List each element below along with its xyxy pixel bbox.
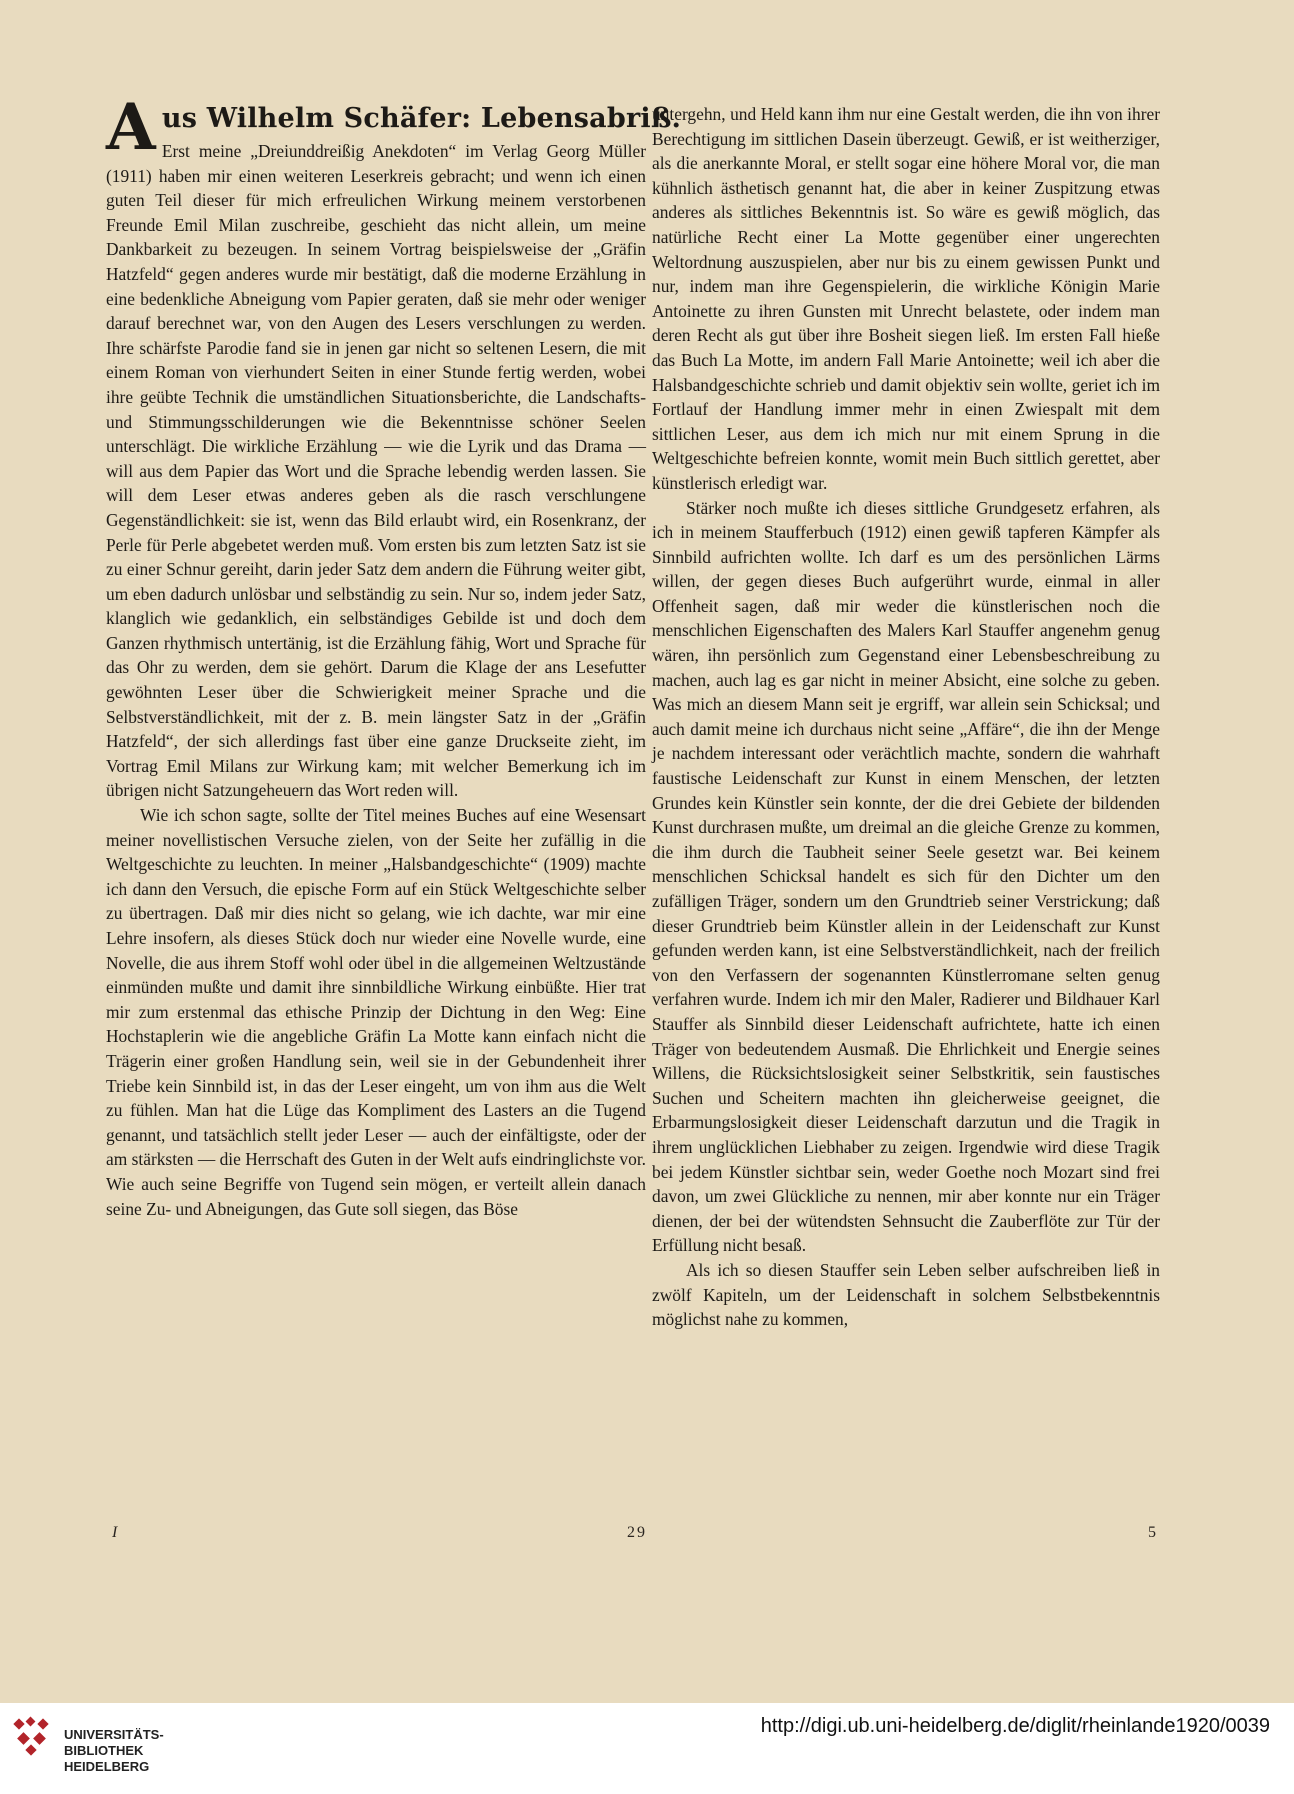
left-column (106, 90, 682, 1221)
right-column (652, 102, 1160, 1332)
signature-mark: I (112, 1524, 118, 1541)
paragraph: untergehn, und Held kann ihm nur eine Gestalt werden, die ihn von ihrer Berechtigung im sittlichen Dasein überzeugt. Gewiß, er ist weitherziger, als die anerkannte Moral, er stellt sogar eine höhere Moral vor, die man kühnlich ästhetisch genannt hat, die aber in keiner Zuspitzung etwas anderes als sittliches Bekenntnis ist. So wäre es gewiß möglich, das natürliche Recht einer La Motte gegenüber einer ungerechten Weltordnung auszuspielen, aber nur bis zu einem gewissen Punkt und nur, indem man ihre Gegenspielerin, die wirkliche Königin Marie Antoinette zu ihren Gunsten mit Unrecht belastete, oder indem man deren Recht als gut über ihre Bosheit siegen ließ. Im ersten Fall hieße das Buch La Motte, im andern Fall Marie Antoinette; weil ich aber die Halsbandgeschichte schrieb und damit objektiv sein wollte, geriet ich im Fortlauf der Handlung immer mehr in einen Zwiespalt mit dem sittlichen Leser, aus dem ich mich nur mit einem Sprung in die Weltgeschichte befreien konnte, womit mein Buch sittlich gerettet, aber künstlerisch erledigt war. (652, 104, 1160, 493)
heading-text: us Wilhelm Schäfer: Lebensabriß. (161, 103, 682, 134)
library-name: UNIVERSITÄTS- BIBLIOTHEK HEIDELBERG (64, 1727, 164, 1774)
sheet-number: 5 (1148, 1524, 1156, 1541)
article-heading (106, 90, 682, 165)
paragraph: Stärker noch mußte ich dieses sittliche Grundgesetz erfahren, als ich in meinem Staufferbuch (1912) einen gewiß tapferen Kämpfer als Sinnbild aufrichten wollte. Ich darf es um des persönlichen Lärms willen, der gegen dieses Buch aufgerührt wurde, einmal in aller Offenheit sagen, daß mir weder die künstlerischen noch die menschlichen Eigenschaften des Malers Karl Stauffer angenehm genug wären, ihn persönlich zum Gegenstand einer Lebensbeschreibung zu machen, auch lag es gar nicht in meiner Absicht, eine solche zu geben. Was mich an diesem Mann seit je ergriff, war allein sein Schicksal; und auch damit meine ich durchaus nicht seine „Affäre“, die ihn der Menge je nachdem interessant oder verächtlich machte, sondern die wahrhaft faustische Leidenschaft zur Kunst in einem Menschen, der letzten Grundes kein Künstler sein konnte, der die drei Gebiete der bildenden Kunst durchrasen mußte, um dreimal an die gleiche Grenze zu kommen, die ihm durch die Taubheit seiner Seele gesetzt war. Bei keinem menschlichen Schicksal handelt es sich für den Dichter um den zufälligen Träger, sondern um den Grundtrieb seiner Verstrickung; daß dieser Grundtrieb beim Künstler allein in der Leidenschaft zur Kunst gefunden werden kann, ist eine Selbstverständlichkeit, nach der freilich von den Verfassern der sogenannten Künstlerromane selten genug verfahren wurde. Indem ich mir den Maler, Radierer und Bildhauer Karl Stauffer als Sinnbild dieser Leidenschaft aufrichtete, hatte ich einen Träger von bedeutendem Ausmaß. Die Ehrlichkeit und Energie seines Willens, die Rücksichtslosigkeit seiner Selbstkritik, sein faustisches Suchen und Scheitern machten ihn gleicherweise geeignet, die Erbarmungslosigkeit dieser Leidenschaft darzutun und die Tragik in ihrem unglücklichen Liebhaber zu zeigen. Irgendwie wird diese Tragik bei jedem Künstler sichtbar sein, weder Goethe noch Mozart sind frei davon, um zwei Glückliche zu nennen, mir aber konnte nur ein Träger dienen, der bei der wütendsten Sehnsucht die Zauberflöte zur Tür der Erfüllung nicht besaß. (652, 497, 1160, 1256)
paragraph: Erst meine „Dreiunddreißig Anekdoten“ im Verlag Georg Müller (1911) haben mir einen weiteren Leserkreis gebracht; und wenn ich einen guten Teil dieser für mich erfreulichen Wirkung meinem verstorbenen Freunde Emil Milan zuschreibe, geschieht das nicht allein, um meine Dankbarkeit zu bezeugen. In seinem Vortrag beispielsweise der „Gräfin Hatzfeld“ gegen anderes wurde mir bestätigt, daß die moderne Erzählung in eine bedenkliche Abneigung vom Papier geraten, daß sie mehr oder weniger darauf berechnet war, von den Augen des Lesers verschlungen zu werden. Ihre schärfste Parodie fand sie in jenen gar nicht so seltenen Lesern, die mit einem Roman von vierhundert Seiten in einer Stunde fertig werden, wobei ihre geübte Technik die umständlichen Situationsberichte, die Landschafts- und Stimmungsschilderungen wie die Bekenntnisse schöner Seelen unterschlägt. Die wirkliche Erzählung — wie die Lyrik und das Drama — will aus dem Papier das Wort und die Sprache lebendig werden lassen. Sie will dem Leser etwas anderes geben als die rasch verschlungene Gegenständlichkeit: sie ist, wenn das Bild erlaubt wird, ein Rosenkranz, der Perle für Perle abgebetet werden muß. Vom ersten bis zum letzten Satz ist sie zu einer Schnur gereiht, darin jeder Satz dem andern die Führung weiter gibt, um eben dadurch unlösbar und selbständig zu sein. Nur so, indem jeder Satz, klanglich wie gedanklich, ein selbständiges Gebilde ist und doch dem Ganzen rhythmisch untertänig, ist die Erzählung fähig, Wort und Sprache für das Ohr zu werden, dem sie gehört. Darum die Klage der ans Lesefutter gewöhnten Leser über die Schwierigkeit meiner Sprache und die Selbstverständlichkeit, mit der z. B. mein längster Satz in der „Gräfin Hatzfeld“, der sich allerdings fast über eine ganze Druckseite zieht, im Vortrag Emil Milans zur Wirkung kam; mit welcher Bemerkung ich im übrigen nicht Satzungeheuern das Wort reden will. (106, 141, 646, 801)
permalink-url[interactable]: http://digi.ub.uni-heidelberg.de/diglit/rheinlande1920/0039 (760, 1715, 1270, 1737)
paragraph: Als ich so diesen Stauffer sein Leben selber aufschreiben ließ in zwölf Kapiteln, um der Leidenschaft in solchem Selbstbekenntnis möglichst nahe zu kommen, (652, 1259, 1160, 1330)
page-number: 29 (627, 1524, 647, 1541)
library-logo-icon (13, 1714, 53, 1758)
page-footer (0, 1524, 1294, 1544)
paragraph: Wie ich schon sagte, sollte der Titel meines Buches auf eine Wesensart meiner novellistischen Versuche zielen, von der Seite her zufällig in die Weltgeschichte zu leuchten. In meiner „Halsbandgeschichte“ (1909) machte ich dann den Versuch, die epische Form auf ein Stück Weltgeschichte selber zu übertragen. Daß mir dies nicht so gelang, wie ich dachte, war mir eine Lehre insofern, als dieses Stück doch nur wieder eine Novelle wurde, eine Novelle, die aus ihrem Stoff wohl oder übel in die allgemeinen Weltzustände einmünden mußte und damit ihre sinnbildliche Wirkung einbüßte. Hier trat mir zum erstenmal das ethische Prinzip der Dichtung in den Weg: Eine Hochstaplerin wie die angebliche Gräfin La Motte kann einfach nicht die Trägerin einer großen Handlung sein, weil sie in der Gebundenheit ihrer Triebe kein Sinnbild ist, in das der Leser eingeht, um von ihm aus die Welt zu fühlen. Man hat die Lüge das Kompliment des Lasters an die Tugend genannt, und tatsächlich stellt jeder Leser — auch der einfältigste, oder der am stärksten — die Herrschaft des Guten in der Welt aufs eindringlichste vor. Wie auch seine Begriffe von Tugend sein mögen, er verteilt allein danach seine Zu- und Abneigungen, das Gute soll siegen, das Böse (106, 805, 646, 1219)
drop-cap: A (106, 90, 156, 165)
